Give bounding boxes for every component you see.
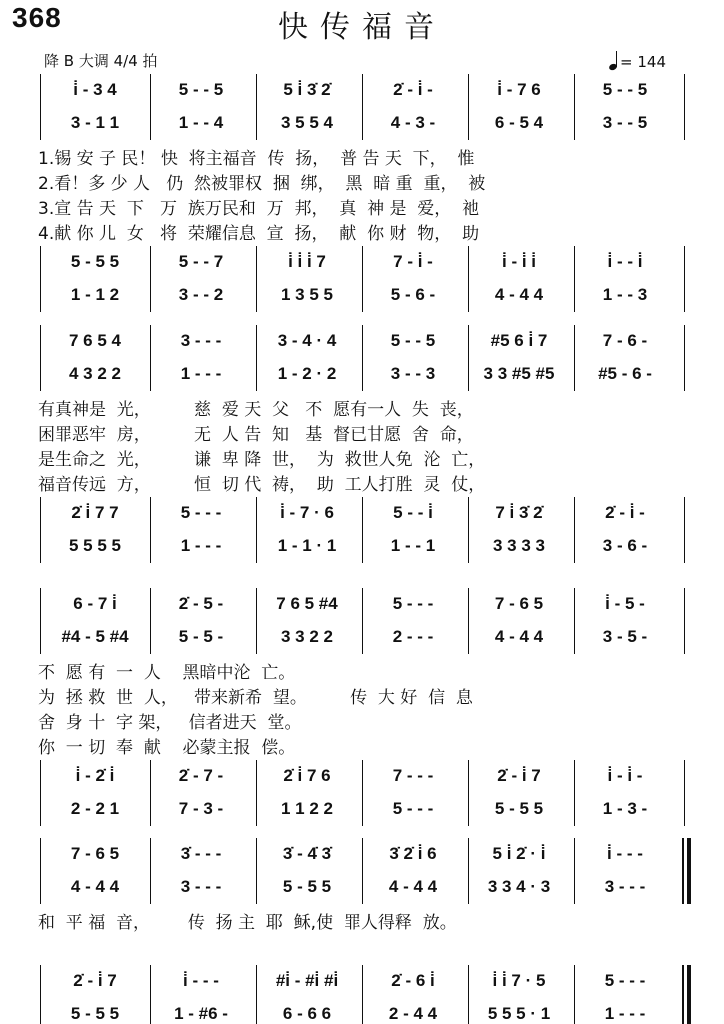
measure: i̇ - i̇ i̇ xyxy=(502,251,536,271)
barline xyxy=(362,760,363,826)
measure: 3 - - - xyxy=(604,876,646,896)
measure: i̇ - - - xyxy=(607,843,643,863)
measure: i̇ i̇ 7 · 5 xyxy=(492,970,546,990)
measure: 7 - 6 5 xyxy=(494,593,544,613)
measure: 5 - - - xyxy=(604,970,646,990)
barline xyxy=(150,588,151,654)
measure: #5 - 6 - xyxy=(598,363,652,383)
barline xyxy=(256,74,257,140)
measure: 5 - 6 - xyxy=(390,284,436,304)
measure: 5 - 5 5 xyxy=(70,251,120,271)
measure: 3 - - 2 xyxy=(178,284,224,304)
lyric-verse: 福音传远 方， 恒 切 代 祷， 助 工人打胜 灵 仗， xyxy=(38,475,486,495)
measure: 7 - 6 - xyxy=(602,330,648,350)
measure: 2̇ - i̇ 7 xyxy=(73,970,117,990)
barline xyxy=(362,965,363,1024)
measure: i̇ - 7 6 xyxy=(497,79,541,99)
lyric-verse: 舍 身 十 字 架， 信者进天 堂。 xyxy=(38,713,302,733)
tempo-value: = 144 xyxy=(620,53,666,71)
measure: 3 - - - xyxy=(180,876,222,896)
measure: 7 - - - xyxy=(392,765,434,785)
barline xyxy=(150,965,151,1024)
measure: 7 i̇ 3̇ 2̇ xyxy=(495,502,543,522)
measure: 1 - - 1 xyxy=(390,535,436,555)
barline xyxy=(684,325,685,391)
hymn-number: 368 xyxy=(12,2,62,33)
measure: 3 - - 5 xyxy=(602,112,648,132)
measure: 5 - - 5 xyxy=(178,79,224,99)
measure: 6 - 6 6 xyxy=(282,1003,332,1023)
barline xyxy=(468,497,469,563)
barline xyxy=(684,588,685,654)
measure: 3̇ - - - xyxy=(180,843,222,863)
measure: 3 - 4 · 4 xyxy=(277,330,337,350)
measure: 1 - 1 2 xyxy=(70,284,120,304)
lyric-verse: 1.锡 安 子 民！ 快 将主福音 传 扬， 普 告 天 下， 惟 xyxy=(38,149,475,169)
measure: i̇ - - - xyxy=(183,970,219,990)
barline xyxy=(362,325,363,391)
barline xyxy=(574,588,575,654)
barline xyxy=(574,325,575,391)
lyric-verse: 2.看！多 少 人 仍 然被罪权 捆 绑， 黑 暗 重 重， 被 xyxy=(38,174,486,194)
lyric-verse: 和 平 福 音， 传 扬 主 耶 稣,使 罪人得释 放。 xyxy=(38,913,457,933)
measure: 3 - 6 - xyxy=(602,535,648,555)
measure: i̇ - i̇ - xyxy=(607,765,643,785)
measure: 4 - 4 4 xyxy=(494,284,544,304)
measure: 2 - 2 1 xyxy=(70,798,120,818)
barline xyxy=(256,325,257,391)
barline xyxy=(150,497,151,563)
measure: 2̇ - i̇ - xyxy=(605,502,645,522)
barline xyxy=(684,74,685,140)
measure: 7 - i̇ - xyxy=(393,251,433,271)
measure: 1 - 3 - xyxy=(602,798,648,818)
hymn-title: 快传福音 xyxy=(278,10,446,45)
measure: 5 i̇ 2̇ · i̇ xyxy=(492,843,546,863)
measure: 4 - 4 4 xyxy=(494,626,544,646)
measure: 5 - - - xyxy=(392,798,434,818)
barline xyxy=(468,760,469,826)
measure: 7 6 5 #4 xyxy=(276,593,338,613)
measure: 3 5 5 4 xyxy=(281,112,333,132)
measure: 3̇ - 4̇ 3̇ xyxy=(282,843,332,863)
barline xyxy=(256,965,257,1024)
measure: 2̇ i̇ 7 7 xyxy=(71,502,119,522)
barline xyxy=(150,760,151,826)
measure: 5 - - 5 xyxy=(602,79,648,99)
measure: 3 - - 3 xyxy=(390,363,436,383)
measure: 5 - 5 5 xyxy=(282,876,332,896)
barline xyxy=(574,760,575,826)
barline xyxy=(40,497,41,563)
measure: i̇ - 2̇ i̇ xyxy=(75,765,115,785)
measure: 2̇ i̇ 7 6 xyxy=(283,765,331,785)
measure: 7 6 5 4 xyxy=(69,330,121,350)
barline xyxy=(150,838,151,904)
measure: 2̇ - 7 - xyxy=(178,765,224,785)
barline xyxy=(40,246,41,312)
measure: 1 - - - xyxy=(180,363,222,383)
measure: 2̇ - i̇ 7 xyxy=(497,765,541,785)
final-barline-thin xyxy=(682,838,684,904)
barline xyxy=(40,74,41,140)
barline xyxy=(256,588,257,654)
measure: 6 - 7 i̇ xyxy=(73,593,117,613)
barline xyxy=(40,760,41,826)
quarter-note-icon xyxy=(609,50,618,70)
measure: 3 3 #5 #5 xyxy=(483,363,555,383)
barline xyxy=(684,497,685,563)
barline xyxy=(256,497,257,563)
lyric-verse: 4.献 你 儿 女 将 荣耀信息 宣 扬， 献 你 财 物， 助 xyxy=(38,224,480,244)
barline xyxy=(362,74,363,140)
measure: 1 3 5 5 xyxy=(281,284,333,304)
measure: 3 - 1 1 xyxy=(70,112,120,132)
measure: 2̇ - i̇ - xyxy=(393,79,433,99)
lyric-verse: 不 愿 有 一 人 黑暗中沦 亡。 xyxy=(38,663,296,683)
measure: i̇ - 3 4 xyxy=(73,79,117,99)
barline xyxy=(468,246,469,312)
barline xyxy=(150,246,151,312)
measure: i̇ - 5 - xyxy=(605,593,645,613)
measure: 2̇ - 5 - xyxy=(178,593,224,613)
measure: 5 - 5 5 xyxy=(70,1003,120,1023)
measure: 2 - - - xyxy=(392,626,434,646)
barline xyxy=(256,838,257,904)
final-barline-thin xyxy=(682,965,684,1024)
measure: 1 - 1 · 1 xyxy=(277,535,337,555)
measure: 4 - 3 - xyxy=(390,112,436,132)
measure: 4 3 2 2 xyxy=(69,363,121,383)
measure: i̇ - - i̇ xyxy=(607,251,643,271)
key-signature: 降 B 大调 4/4 拍 xyxy=(44,52,158,70)
measure: 6 - 5 4 xyxy=(494,112,544,132)
barline xyxy=(468,74,469,140)
measure: 5 i̇ 3̇ 2̇ xyxy=(283,79,331,99)
measure: 5 - 5 - xyxy=(178,626,224,646)
lyric-verse: 为 拯 救 世 人， 带来新希 望。 传 大 好 信 息 xyxy=(38,688,473,708)
barline xyxy=(150,74,151,140)
barline xyxy=(468,325,469,391)
measure: 3̇ 2̇ i̇ 6 xyxy=(389,843,437,863)
measure: 5 - 5 5 xyxy=(494,798,544,818)
measure: 3 3 3 3 xyxy=(493,535,545,555)
measure: 5 - - 5 xyxy=(390,330,436,350)
measure: 2 - 4 4 xyxy=(388,1003,438,1023)
barline xyxy=(684,760,685,826)
measure: i̇ i̇ i̇ 7 xyxy=(288,251,326,271)
measure: 1 - - 4 xyxy=(178,112,224,132)
measure: #5 6 i̇ 7 xyxy=(490,330,548,350)
measure: 7 - 3 - xyxy=(178,798,224,818)
measure: 1 - - - xyxy=(604,1003,646,1023)
barline xyxy=(362,246,363,312)
barline xyxy=(362,497,363,563)
lyric-verse: 你 一 切 奉 献 必蒙主报 偿。 xyxy=(38,738,296,758)
barline xyxy=(574,246,575,312)
measure: 1 1 2 2 xyxy=(281,798,333,818)
tempo-marking xyxy=(609,50,666,71)
measure: 5 - - i̇ xyxy=(393,502,433,522)
barline xyxy=(150,325,151,391)
final-barline-thick xyxy=(687,965,691,1024)
measure: 1 - - - xyxy=(180,535,222,555)
measure: 1 - #6 - xyxy=(174,1003,228,1023)
barline xyxy=(40,325,41,391)
measure: 5 - - - xyxy=(392,593,434,613)
barline xyxy=(574,497,575,563)
measure: 5 - - - xyxy=(180,502,222,522)
barline xyxy=(40,588,41,654)
measure: 2̇ - 6 i̇ xyxy=(391,970,435,990)
measure: 3 3 2 2 xyxy=(281,626,333,646)
barline xyxy=(574,838,575,904)
measure: #i̇ - #i̇ #i̇ xyxy=(275,970,339,990)
measure: 5 5 5 5 xyxy=(69,535,121,555)
barline xyxy=(468,588,469,654)
barline xyxy=(40,965,41,1024)
lyric-verse: 3.宣 告 天 下 万 族万民和 万 邦， 真 神 是 爱， 祂 xyxy=(38,199,480,219)
measure: 5 5 5 · 1 xyxy=(487,1003,551,1023)
barline xyxy=(684,246,685,312)
lyric-verse: 有真神是 光， 慈 爱 天 父 不 愿有一人 失 丧， xyxy=(38,400,474,420)
measure: i̇ - 7 · 6 xyxy=(280,502,334,522)
barline xyxy=(40,838,41,904)
measure: 1 - - 3 xyxy=(602,284,648,304)
final-barline-thick xyxy=(687,838,691,904)
barline xyxy=(574,74,575,140)
barline xyxy=(256,760,257,826)
barline xyxy=(256,246,257,312)
measure: 3 3 4 · 3 xyxy=(487,876,551,896)
barline xyxy=(362,838,363,904)
barline xyxy=(574,965,575,1024)
measure: 3 - - - xyxy=(180,330,222,350)
barline xyxy=(468,965,469,1024)
measure: 4 - 4 4 xyxy=(70,876,120,896)
measure: 4 - 4 4 xyxy=(388,876,438,896)
lyric-verse: 困罪恶牢 房， 无 人 告 知 基 督已甘愿 舍 命， xyxy=(38,425,474,445)
barline xyxy=(468,838,469,904)
measure: #4 - 5 #4 xyxy=(61,626,129,646)
lyric-verse: 是生命之 光， 谦 卑 降 世， 为 救世人免 沦 亡， xyxy=(38,450,486,470)
barline xyxy=(362,588,363,654)
measure: 1 - 2 · 2 xyxy=(277,363,337,383)
measure: 5 - - 7 xyxy=(178,251,224,271)
measure: 7 - 6 5 xyxy=(70,843,120,863)
measure: 3 - 5 - xyxy=(602,626,648,646)
